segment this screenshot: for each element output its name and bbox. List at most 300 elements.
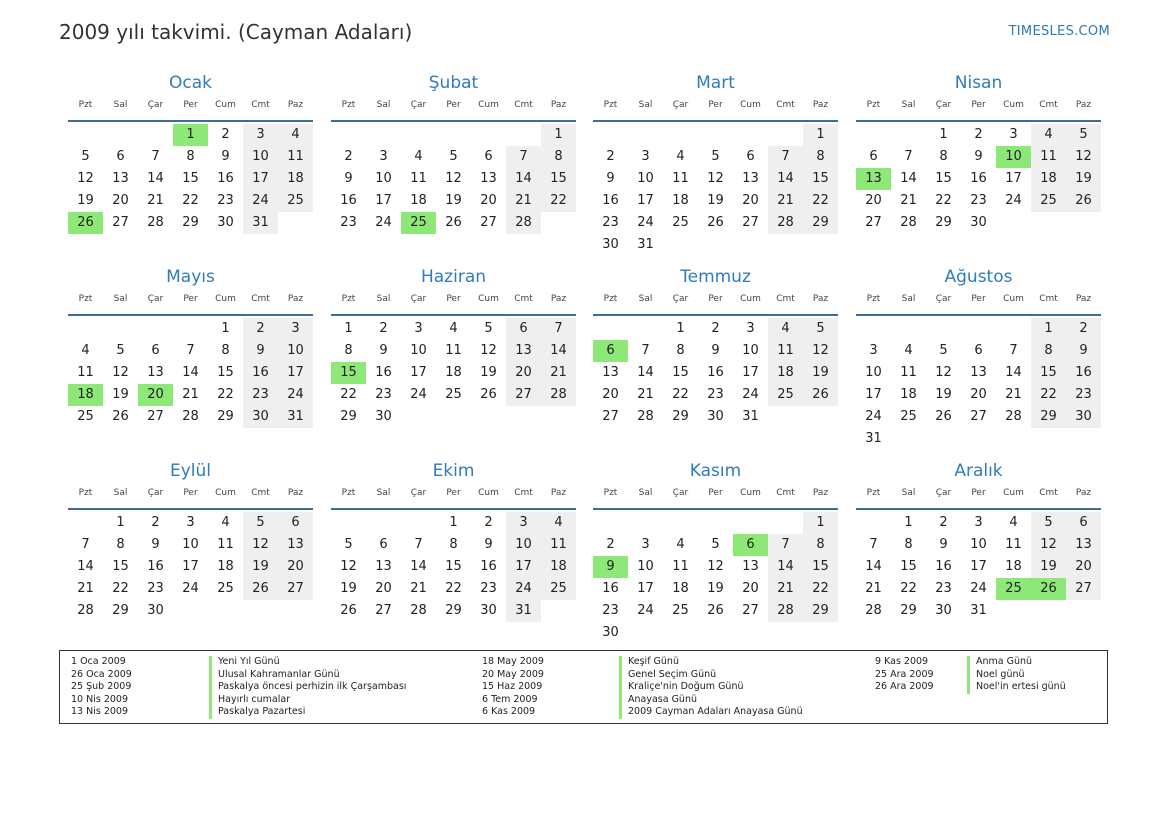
month-name: Ekim: [432, 461, 475, 481]
day-cell: 14: [865, 559, 882, 574]
day-cell: 4: [1009, 515, 1018, 530]
day-grid: [593, 318, 838, 428]
day-cell: 4: [221, 515, 230, 530]
weekday-label: Pzt: [78, 488, 93, 498]
weekend-day-cell: 26: [803, 384, 838, 406]
weekend-day-cell: 3: [506, 512, 541, 534]
weekend-day-cell: 26: [1066, 190, 1101, 212]
day-cell: 29: [935, 215, 952, 230]
weekday-label: Çar: [410, 100, 427, 110]
day-cell: 17: [970, 559, 987, 574]
day-cell: 17: [742, 365, 759, 380]
month-name: Temmuz: [680, 267, 751, 287]
weekend-day-cell: 28: [768, 212, 803, 234]
legend-holiday-name: Ulusal Kahramanlar Günü: [209, 669, 406, 682]
day-cell: 11: [445, 343, 462, 358]
empty-cell: [68, 318, 103, 340]
day-cell: 21: [410, 581, 427, 596]
day-cell: 23: [375, 387, 392, 402]
weekday-header: [856, 488, 1101, 510]
weekend-day-cell: 17: [243, 168, 278, 190]
legend-holiday-name: Paskalya Pazartesi: [209, 706, 406, 719]
day-cell: 29: [445, 603, 462, 618]
weekday-label: Cum: [215, 488, 236, 498]
day-cell: 30: [217, 215, 234, 230]
day-grid: [68, 318, 313, 428]
day-cell: 27: [480, 215, 497, 230]
weekday-label: Cmt: [514, 488, 533, 498]
empty-cell: [926, 318, 961, 340]
day-cell: 27: [742, 603, 759, 618]
empty-cell: [628, 318, 663, 340]
weekday-label: Cum: [740, 294, 761, 304]
empty-cell: [891, 124, 926, 146]
day-cell: 7: [904, 149, 913, 164]
weekend-day-cell: 22: [803, 190, 838, 212]
weekend-day-cell: 21: [768, 190, 803, 212]
weekend-day-cell: 19: [803, 362, 838, 384]
weekend-day-cell: 3: [243, 124, 278, 146]
page-title: 2009 yılı takvimi. (Cayman Adaları): [59, 20, 413, 44]
weekday-label: Cmt: [514, 100, 533, 110]
weekend-day-cell: 21: [541, 362, 576, 384]
legend-holiday-name: Yeni Yıl Günü: [209, 656, 406, 669]
day-cell: 20: [742, 581, 759, 596]
legend-holiday-name: Anma Günü: [967, 656, 1066, 669]
day-cell: 26: [445, 215, 462, 230]
month-1: [68, 72, 313, 234]
day-cell: 19: [445, 193, 462, 208]
day-cell: 26: [935, 409, 952, 424]
day-cell: 23: [602, 603, 619, 618]
day-cell: 23: [707, 387, 724, 402]
month-name: Eylül: [169, 461, 212, 481]
month-11: [593, 460, 838, 644]
day-cell: 23: [217, 193, 234, 208]
day-cell: 14: [77, 559, 94, 574]
weekday-label: Pzt: [341, 488, 356, 498]
weekday-label: Cum: [478, 294, 499, 304]
day-cell: 3: [641, 149, 650, 164]
day-cell: 21: [182, 387, 199, 402]
empty-cell: [506, 124, 541, 146]
day-cell: 16: [935, 559, 952, 574]
weekend-day-cell: 9: [1066, 340, 1101, 362]
holiday-day-cell: 25: [401, 212, 436, 234]
weekday-label: Sal: [376, 294, 391, 304]
day-cell: 1: [344, 321, 353, 336]
empty-cell: [138, 318, 173, 340]
day-cell: 3: [186, 515, 195, 530]
weekday-label: Çar: [935, 294, 952, 304]
legend-date: 6 Kas 2009: [482, 706, 536, 717]
weekday-label: Sal: [901, 100, 916, 110]
weekend-day-cell: 1: [803, 124, 838, 146]
day-cell: 5: [711, 537, 720, 552]
day-cell: 1: [449, 515, 458, 530]
day-cell: 5: [484, 321, 493, 336]
legend-holiday-name: Noel günü: [967, 669, 1066, 682]
weekday-header: [68, 294, 313, 316]
empty-cell: [628, 124, 663, 146]
weekday-label: Cum: [478, 100, 499, 110]
day-cell: 5: [344, 537, 353, 552]
day-cell: 20: [865, 193, 882, 208]
weekday-header: [68, 100, 313, 122]
day-cell: 11: [1005, 537, 1022, 552]
weekend-day-cell: 6: [506, 318, 541, 340]
weekend-day-cell: 12: [1066, 146, 1101, 168]
day-cell: 23: [340, 215, 357, 230]
day-cell: 28: [410, 603, 427, 618]
holiday-day-cell: 26: [68, 212, 103, 234]
day-cell: 10: [375, 171, 392, 186]
day-cell: 29: [672, 409, 689, 424]
weekend-day-cell: 22: [1031, 384, 1066, 406]
day-cell: 8: [939, 149, 948, 164]
day-cell: 24: [865, 409, 882, 424]
day-cell: 16: [147, 559, 164, 574]
day-cell: 13: [742, 171, 759, 186]
weekday-header: [331, 294, 576, 316]
day-cell: 30: [602, 625, 619, 640]
empty-cell: [663, 512, 698, 534]
day-cell: 9: [711, 343, 720, 358]
holiday-day-cell: 20: [138, 384, 173, 406]
weekend-day-cell: 25: [541, 578, 576, 600]
day-cell: 1: [939, 127, 948, 142]
weekend-day-cell: 12: [243, 534, 278, 556]
weekend-day-cell: 30: [243, 406, 278, 428]
month-12: [856, 460, 1101, 622]
weekend-day-cell: 21: [768, 578, 803, 600]
weekday-label: Pzt: [603, 488, 618, 498]
weekend-day-cell: 16: [243, 362, 278, 384]
day-cell: 21: [900, 193, 917, 208]
weekend-day-cell: 4: [278, 124, 313, 146]
day-cell: 11: [900, 365, 917, 380]
month-2: [331, 72, 576, 234]
weekday-label: Paz: [287, 100, 304, 110]
weekday-label: Çar: [410, 488, 427, 498]
day-cell: 3: [746, 321, 755, 336]
day-cell: 23: [970, 193, 987, 208]
weekend-day-cell: 5: [243, 512, 278, 534]
weekday-label: Cmt: [776, 488, 795, 498]
weekday-label: Paz: [1075, 100, 1092, 110]
holiday-day-cell: 6: [733, 534, 768, 556]
legend-date: 9 Kas 2009: [875, 656, 929, 667]
day-cell: 18: [900, 387, 917, 402]
weekday-header: [331, 488, 576, 510]
day-cell: 2: [606, 149, 615, 164]
empty-cell: [471, 124, 506, 146]
day-cell: 25: [217, 581, 234, 596]
weekday-label: Sal: [638, 488, 653, 498]
weekend-day-cell: 4: [541, 512, 576, 534]
empty-cell: [593, 318, 628, 340]
weekend-day-cell: 15: [803, 168, 838, 190]
day-cell: 10: [182, 537, 199, 552]
day-cell: 24: [182, 581, 199, 596]
day-cell: 22: [340, 387, 357, 402]
day-cell: 28: [865, 603, 882, 618]
weekday-header: [331, 100, 576, 122]
month-5: [68, 266, 313, 428]
day-cell: 31: [742, 409, 759, 424]
legend-dates-col-3: [875, 656, 934, 694]
weekday-label: Çar: [672, 100, 689, 110]
day-cell: 15: [935, 171, 952, 186]
weekend-day-cell: 20: [1066, 556, 1101, 578]
day-cell: 20: [742, 193, 759, 208]
empty-cell: [768, 124, 803, 146]
day-cell: 29: [217, 409, 234, 424]
empty-cell: [733, 124, 768, 146]
day-cell: 10: [410, 343, 427, 358]
weekend-day-cell: 27: [278, 578, 313, 600]
weekend-day-cell: 7: [541, 318, 576, 340]
day-cell: 5: [81, 149, 90, 164]
day-cell: 30: [970, 215, 987, 230]
day-cell: 28: [900, 215, 917, 230]
weekday-label: Pzt: [341, 294, 356, 304]
empty-cell: [628, 512, 663, 534]
day-grid: [331, 512, 576, 622]
weekend-day-cell: 10: [278, 340, 313, 362]
site-link[interactable]: TIMESLES.COM: [1008, 24, 1110, 39]
weekend-day-cell: 4: [768, 318, 803, 340]
day-cell: 14: [1005, 365, 1022, 380]
weekday-label: Cmt: [1039, 294, 1058, 304]
weekday-label: Cum: [1003, 100, 1024, 110]
weekend-day-cell: 22: [541, 190, 576, 212]
day-grid: [331, 124, 576, 234]
day-cell: 25: [672, 215, 689, 230]
weekend-day-cell: 12: [1031, 534, 1066, 556]
weekend-day-cell: 22: [803, 578, 838, 600]
legend-names-col-3: [967, 656, 1066, 694]
day-cell: 12: [112, 365, 129, 380]
day-cell: 17: [410, 365, 427, 380]
day-cell: 20: [375, 581, 392, 596]
day-cell: 30: [375, 409, 392, 424]
day-cell: 3: [869, 343, 878, 358]
weekday-label: Paz: [812, 100, 829, 110]
day-cell: 19: [112, 387, 129, 402]
weekend-day-cell: 20: [506, 362, 541, 384]
day-cell: 5: [939, 343, 948, 358]
weekday-label: Pzt: [603, 100, 618, 110]
day-cell: 24: [637, 215, 654, 230]
holiday-day-cell: 9: [593, 556, 628, 578]
day-cell: 17: [865, 387, 882, 402]
day-cell: 2: [221, 127, 230, 142]
weekend-day-cell: 27: [506, 384, 541, 406]
day-cell: 22: [672, 387, 689, 402]
weekday-label: Pzt: [78, 100, 93, 110]
day-cell: 13: [970, 365, 987, 380]
day-cell: 27: [970, 409, 987, 424]
day-cell: 14: [637, 365, 654, 380]
weekday-label: Sal: [638, 100, 653, 110]
day-cell: 22: [182, 193, 199, 208]
day-cell: 7: [151, 149, 160, 164]
weekend-day-cell: 17: [506, 556, 541, 578]
weekend-day-cell: 24: [278, 384, 313, 406]
day-cell: 12: [707, 559, 724, 574]
day-cell: 26: [480, 387, 497, 402]
weekday-label: Per: [708, 294, 723, 304]
empty-cell: [401, 124, 436, 146]
empty-cell: [996, 318, 1031, 340]
weekend-day-cell: 31: [278, 406, 313, 428]
legend-holiday-name: Hayırlı cumalar: [209, 694, 406, 707]
weekday-label: Paz: [1075, 488, 1092, 498]
legend-holiday-name: Keşif Günü: [619, 656, 803, 669]
weekend-day-cell: 23: [243, 384, 278, 406]
day-cell: 3: [379, 149, 388, 164]
day-cell: 7: [186, 343, 195, 358]
weekday-label: Sal: [113, 294, 128, 304]
legend-dates-col-2: [482, 656, 544, 719]
weekend-day-cell: 11: [768, 340, 803, 362]
day-cell: 18: [410, 193, 427, 208]
day-cell: 13: [602, 365, 619, 380]
weekend-day-cell: 20: [278, 556, 313, 578]
legend-date: 1 Oca 2009: [71, 656, 126, 667]
day-cell: 12: [707, 171, 724, 186]
day-cell: 30: [935, 603, 952, 618]
weekend-day-cell: 4: [1031, 124, 1066, 146]
weekday-label: Sal: [113, 100, 128, 110]
weekend-day-cell: 12: [803, 340, 838, 362]
day-cell: 30: [707, 409, 724, 424]
empty-cell: [331, 512, 366, 534]
month-8: [856, 266, 1101, 450]
day-cell: 2: [711, 321, 720, 336]
day-cell: 4: [676, 537, 685, 552]
holiday-day-cell: 26: [1031, 578, 1066, 600]
day-cell: 6: [484, 149, 493, 164]
weekday-header: [856, 100, 1101, 122]
day-cell: 31: [970, 603, 987, 618]
day-cell: 4: [414, 149, 423, 164]
day-cell: 30: [147, 603, 164, 618]
day-cell: 28: [77, 603, 94, 618]
legend-holiday-name: Kraliçe'nin Doğum Günü: [619, 681, 803, 694]
day-cell: 17: [375, 193, 392, 208]
day-cell: 16: [970, 171, 987, 186]
day-cell: 15: [900, 559, 917, 574]
day-cell: 5: [116, 343, 125, 358]
weekend-day-cell: 2: [1066, 318, 1101, 340]
month-name: Şubat: [428, 73, 479, 93]
weekday-label: Cmt: [776, 294, 795, 304]
day-cell: 11: [77, 365, 94, 380]
weekday-header: [593, 488, 838, 510]
holiday-day-cell: 6: [593, 340, 628, 362]
day-cell: 14: [900, 171, 917, 186]
day-cell: 8: [116, 537, 125, 552]
day-cell: 5: [449, 149, 458, 164]
day-cell: 8: [221, 343, 230, 358]
weekend-day-cell: 21: [506, 190, 541, 212]
weekend-day-cell: 19: [1066, 168, 1101, 190]
day-cell: 15: [182, 171, 199, 186]
weekend-day-cell: 28: [768, 600, 803, 622]
day-cell: 12: [445, 171, 462, 186]
weekday-label: Pzt: [866, 488, 881, 498]
day-cell: 19: [340, 581, 357, 596]
weekend-day-cell: 11: [541, 534, 576, 556]
legend-date: 15 Haz 2009: [482, 681, 543, 692]
weekend-day-cell: 25: [1031, 190, 1066, 212]
day-cell: 7: [414, 537, 423, 552]
day-cell: 8: [904, 537, 913, 552]
day-cell: 24: [637, 603, 654, 618]
weekday-header: [593, 100, 838, 122]
day-cell: 26: [112, 409, 129, 424]
day-cell: 7: [81, 537, 90, 552]
day-cell: 21: [147, 193, 164, 208]
weekday-label: Cum: [215, 100, 236, 110]
month-7: [593, 266, 838, 428]
day-cell: 8: [676, 343, 685, 358]
weekday-label: Paz: [287, 294, 304, 304]
weekday-label: Çar: [147, 488, 164, 498]
day-cell: 16: [602, 581, 619, 596]
day-cell: 25: [900, 409, 917, 424]
day-cell: 19: [935, 387, 952, 402]
weekday-label: Sal: [901, 294, 916, 304]
day-cell: 31: [865, 431, 882, 446]
weekday-label: Per: [446, 488, 461, 498]
empty-cell: [856, 512, 891, 534]
weekday-label: Sal: [376, 488, 391, 498]
empty-cell: [768, 512, 803, 534]
day-cell: 28: [147, 215, 164, 230]
legend-date: 26 Oca 2009: [71, 668, 132, 680]
day-grid: [856, 318, 1101, 450]
weekday-label: Per: [708, 100, 723, 110]
day-cell: 7: [1009, 343, 1018, 358]
day-cell: 2: [606, 537, 615, 552]
weekday-label: Çar: [410, 294, 427, 304]
empty-cell: [103, 318, 138, 340]
day-cell: 24: [1005, 193, 1022, 208]
empty-cell: [436, 124, 471, 146]
day-cell: 9: [221, 149, 230, 164]
empty-cell: [663, 124, 698, 146]
day-cell: 7: [641, 343, 650, 358]
day-cell: 27: [602, 409, 619, 424]
day-cell: 13: [112, 171, 129, 186]
weekend-day-cell: 18: [278, 168, 313, 190]
weekend-day-cell: 31: [506, 600, 541, 622]
month-name: Aralık: [954, 461, 1003, 481]
weekend-day-cell: 15: [803, 556, 838, 578]
day-cell: 24: [375, 215, 392, 230]
day-cell: 15: [112, 559, 129, 574]
day-cell: 26: [707, 215, 724, 230]
empty-cell: [733, 512, 768, 534]
day-cell: 2: [379, 321, 388, 336]
weekday-label: Per: [183, 294, 198, 304]
empty-cell: [698, 512, 733, 534]
day-cell: 17: [637, 193, 654, 208]
day-cell: 9: [344, 171, 353, 186]
